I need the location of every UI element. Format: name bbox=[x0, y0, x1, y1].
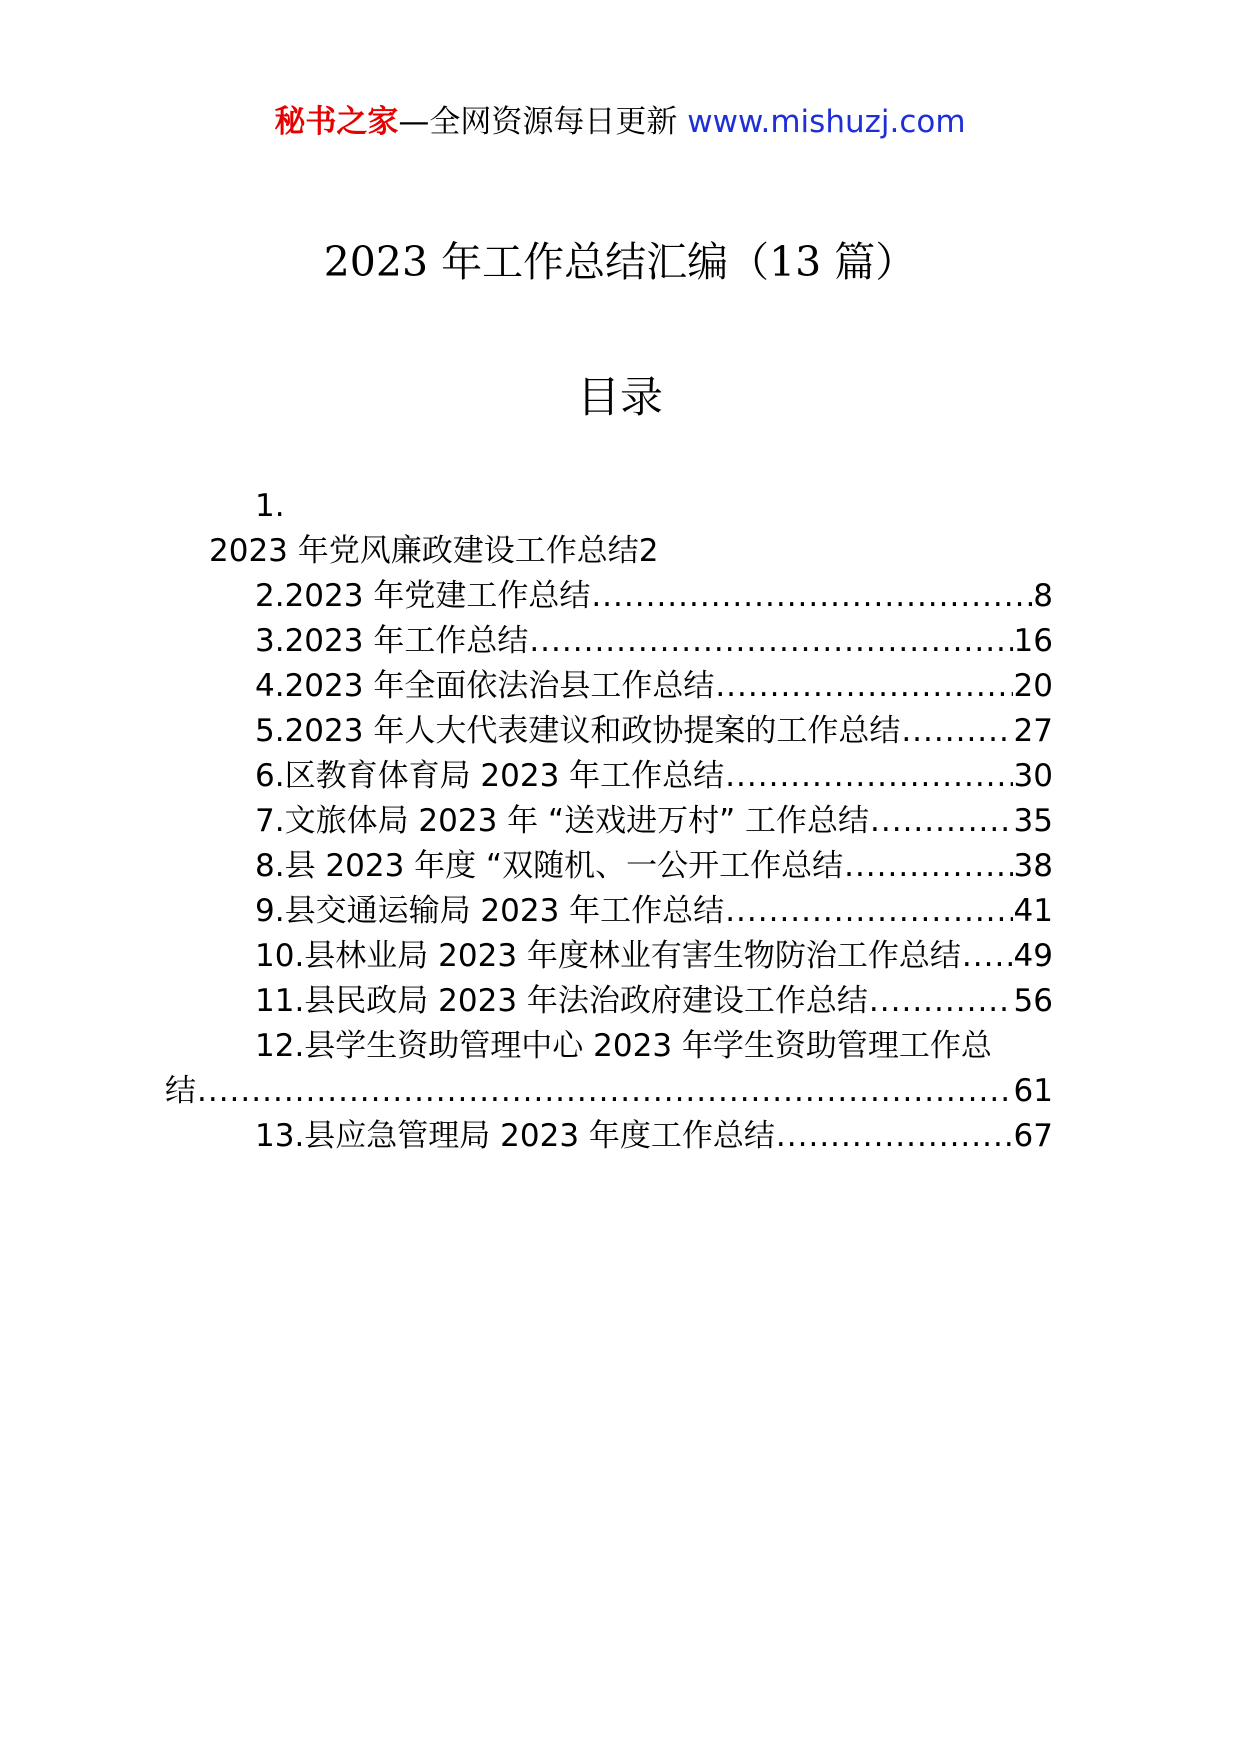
toc-entry-title: 4.2023 年全面依法治县工作总结 bbox=[255, 668, 715, 704]
toc-entry-title-with-page bbox=[187, 529, 1053, 574]
dot-leader bbox=[725, 889, 1012, 934]
table-of-contents bbox=[165, 484, 1053, 1159]
toc-entry-1[interactable] bbox=[187, 484, 1053, 574]
toc-entry-page: 20 bbox=[1013, 668, 1053, 704]
toc-entry-title: 8.县 2023 年度 “双随机、一公开工作总结 bbox=[255, 848, 844, 884]
toc-entry-page: 35 bbox=[1013, 803, 1053, 839]
document-title: 2023 年工作总结汇编（13 篇） bbox=[323, 238, 917, 286]
toc-entry-11[interactable] bbox=[187, 979, 1053, 1024]
toc-entry-title: 9.县交通运输局 2023 年工作总结 bbox=[255, 893, 725, 929]
dot-leader bbox=[962, 934, 1013, 979]
toc-entry-10[interactable] bbox=[187, 934, 1053, 979]
dot-leader bbox=[591, 574, 1032, 619]
toc-entry-page: 8 bbox=[1033, 578, 1053, 614]
toc-entry-title: 2023 年党风廉政建设工作总结 bbox=[209, 533, 639, 569]
toc-entry-12[interactable] bbox=[165, 1024, 1053, 1114]
dot-leader bbox=[529, 619, 1012, 664]
toc-entry-page: 16 bbox=[1013, 623, 1053, 659]
toc-entry-page: 67 bbox=[1013, 1118, 1053, 1154]
site-header bbox=[0, 100, 1240, 144]
toc-entry-page: 41 bbox=[1013, 893, 1053, 929]
toc-entry-page: 61 bbox=[1013, 1073, 1053, 1109]
dot-leader bbox=[197, 1069, 1013, 1114]
toc-entry-continuation bbox=[165, 1069, 1053, 1114]
dot-leader bbox=[715, 664, 1012, 709]
toc-entry-3[interactable] bbox=[187, 619, 1053, 664]
toc-entry-page: 27 bbox=[1013, 713, 1053, 749]
toc-entry-title-end: 结 bbox=[165, 1073, 196, 1109]
toc-entry-page: 30 bbox=[1013, 758, 1053, 794]
toc-entry-page: 56 bbox=[1013, 983, 1053, 1019]
toc-entry-6[interactable] bbox=[187, 754, 1053, 799]
toc-entry-13[interactable] bbox=[187, 1114, 1053, 1159]
toc-entry-title: 12.县学生资助管理中心 2023 年学生资助管理工作总 bbox=[255, 1028, 992, 1064]
toc-entry-title: 2.2023 年党建工作总结 bbox=[255, 578, 591, 614]
dot-leader bbox=[844, 844, 1012, 889]
toc-entry-title: 7.文旅体局 2023 年 “送戏进万村” 工作总结 bbox=[255, 803, 870, 839]
toc-entry-title: 11.县民政局 2023 年法治政府建设工作总结 bbox=[255, 983, 868, 1019]
header-tagline: —全网资源每日更新 bbox=[398, 104, 678, 140]
toc-heading: 目录 bbox=[577, 373, 663, 423]
toc-entry-8[interactable] bbox=[187, 844, 1053, 889]
toc-entry-7[interactable] bbox=[187, 799, 1053, 844]
toc-entry-title: 13.县应急管理局 2023 年度工作总结 bbox=[255, 1118, 775, 1154]
toc-entry-title: 10.县林业局 2023 年度林业有害生物防治工作总结 bbox=[255, 938, 961, 974]
toc-entry-page: 49 bbox=[1013, 938, 1053, 974]
toc-entry-title: 6.区教育体育局 2023 年工作总结 bbox=[255, 758, 725, 794]
toc-entry-4[interactable] bbox=[187, 664, 1053, 709]
toc-entry-2[interactable] bbox=[187, 574, 1053, 619]
dot-leader bbox=[869, 979, 1013, 1024]
toc-entry-5[interactable] bbox=[187, 709, 1053, 754]
site-url-link[interactable]: www.mishuzj.com bbox=[687, 104, 966, 140]
dot-leader bbox=[725, 754, 1012, 799]
toc-entry-title: 3.2023 年工作总结 bbox=[255, 623, 529, 659]
toc-entry-title: 5.2023 年人大代表建议和政协提案的工作总结 bbox=[255, 713, 901, 749]
brand-name: 秘书之家 bbox=[274, 104, 399, 140]
toc-entry-9[interactable] bbox=[187, 889, 1053, 934]
toc-entry-page: 38 bbox=[1013, 848, 1053, 884]
toc-entry-page: 2 bbox=[638, 533, 659, 569]
dot-leader bbox=[776, 1114, 1013, 1159]
toc-entry-number: 1. bbox=[255, 488, 285, 524]
dot-leader bbox=[870, 799, 1013, 844]
dot-leader bbox=[901, 709, 1012, 754]
